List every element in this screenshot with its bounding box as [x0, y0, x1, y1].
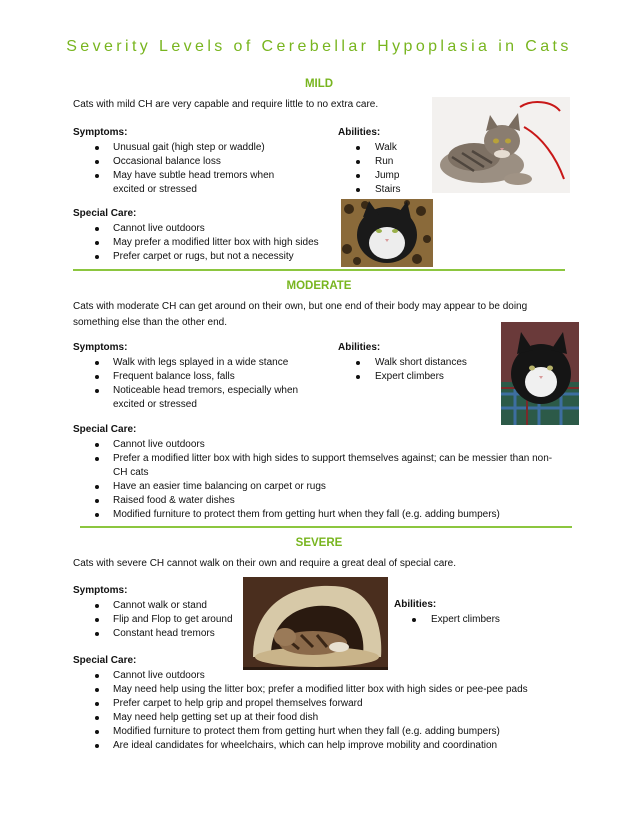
list-item: Cannot live outdoors [73, 438, 563, 452]
list-item: Unusual gait (high step or waddle) [73, 141, 313, 155]
tabby-cat-photo [432, 97, 570, 193]
tuxedo-cat-photo [501, 322, 579, 425]
list-item: Walk [338, 141, 438, 155]
list-item: Stairs [338, 183, 438, 197]
moderate-care-label: Special Care: [73, 424, 137, 435]
list-item: Constant head tremors [73, 627, 253, 641]
list-item: May need help using the litter box; prefer a modified litter box with high sides or pee-pee pads [73, 683, 573, 697]
list-item: Flip and Flop to get around [73, 613, 253, 627]
list-item: Cannot live outdoors [73, 222, 343, 236]
mild-care-label: Special Care: [73, 208, 137, 219]
list-item: May prefer a modified litter box with high sides [73, 236, 343, 250]
list-item: Frequent balance loss, falls [73, 370, 313, 384]
tabby-cat-illustration [432, 97, 570, 193]
mild-symptoms-label: Symptoms: [73, 127, 128, 138]
severe-symptoms-list [73, 599, 253, 641]
list-item: May have subtle head tremors when excited or stressed [73, 169, 278, 197]
list-item: Run [338, 155, 438, 169]
moderate-intro: Cats with moderate CH can get around on their own, but one end of their body may appear to be doing something else than the other end. [73, 301, 528, 328]
list-item: Raised food & water dishes [73, 494, 563, 508]
mild-abilities-label: Abilities: [338, 127, 381, 138]
moderate-symptoms-label: Symptoms: [73, 342, 128, 353]
severe-care-list [73, 669, 573, 753]
moderate-abilities-list [338, 356, 498, 384]
section-divider [73, 269, 565, 271]
list-item: Occasional balance loss [73, 155, 313, 169]
list-item: Prefer carpet to help grip and propel themselves forward [73, 697, 573, 711]
list-item: Prefer carpet or rugs, but not a necessity [73, 250, 343, 264]
list-item: Walk short distances [338, 356, 498, 370]
moderate-abilities-label: Abilities: [338, 342, 381, 353]
page-title: Severity Levels of Cerebellar Hypoplasia in Cats [66, 38, 572, 55]
list-item: Prefer a modified litter box with high sides to support themselves against; can be messier than non-CH cats [73, 452, 558, 480]
black-white-cat-photo [341, 199, 433, 267]
heading-mild: MILD [304, 78, 334, 90]
severe-abilities-label: Abilities: [394, 599, 437, 610]
list-item: Cannot live outdoors [73, 669, 573, 683]
leopard-blanket-cat-illustration [341, 199, 433, 267]
severe-intro: Cats with severe CH cannot walk on their own and require a great deal of special care. [73, 558, 456, 569]
list-item: Expert climbers [338, 370, 498, 384]
heading-severe: SEVERE [295, 537, 343, 549]
moderate-symptoms-list [73, 356, 313, 412]
mild-symptoms-list [73, 141, 313, 197]
list-item: Have an easier time balancing on carpet or rugs [73, 480, 563, 494]
section-divider [80, 526, 572, 528]
list-item: Modified furniture to protect them from getting hurt when they fall (e.g. adding bumpers) [73, 725, 573, 739]
cave-bed-cat-illustration [243, 577, 388, 670]
severe-care-label: Special Care: [73, 655, 137, 666]
heading-moderate: MODERATE [286, 280, 352, 292]
severe-symptoms-label: Symptoms: [73, 585, 128, 596]
list-item: May need help getting set up at their food dish [73, 711, 573, 725]
cat-in-bed-photo [243, 577, 388, 670]
list-item: Expert climbers [394, 613, 554, 627]
list-item: Walk with legs splayed in a wide stance [73, 356, 313, 370]
list-item: Noticeable head tremors, especially when excited or stressed [73, 384, 313, 412]
plaid-blanket-cat-illustration [501, 322, 579, 425]
mild-intro: Cats with mild CH are very capable and require little to no extra care. [73, 99, 379, 110]
mild-care-list [73, 222, 343, 264]
list-item: Are ideal candidates for wheelchairs, which can help improve mobility and coordination [73, 739, 573, 753]
list-item: Cannot walk or stand [73, 599, 253, 613]
list-item: Jump [338, 169, 438, 183]
moderate-care-list [73, 438, 563, 522]
severe-abilities-list [394, 613, 554, 627]
list-item: Modified furniture to protect them from getting hurt when they fall (e.g. adding bumpers) [73, 508, 563, 522]
mild-abilities-list [338, 141, 438, 197]
